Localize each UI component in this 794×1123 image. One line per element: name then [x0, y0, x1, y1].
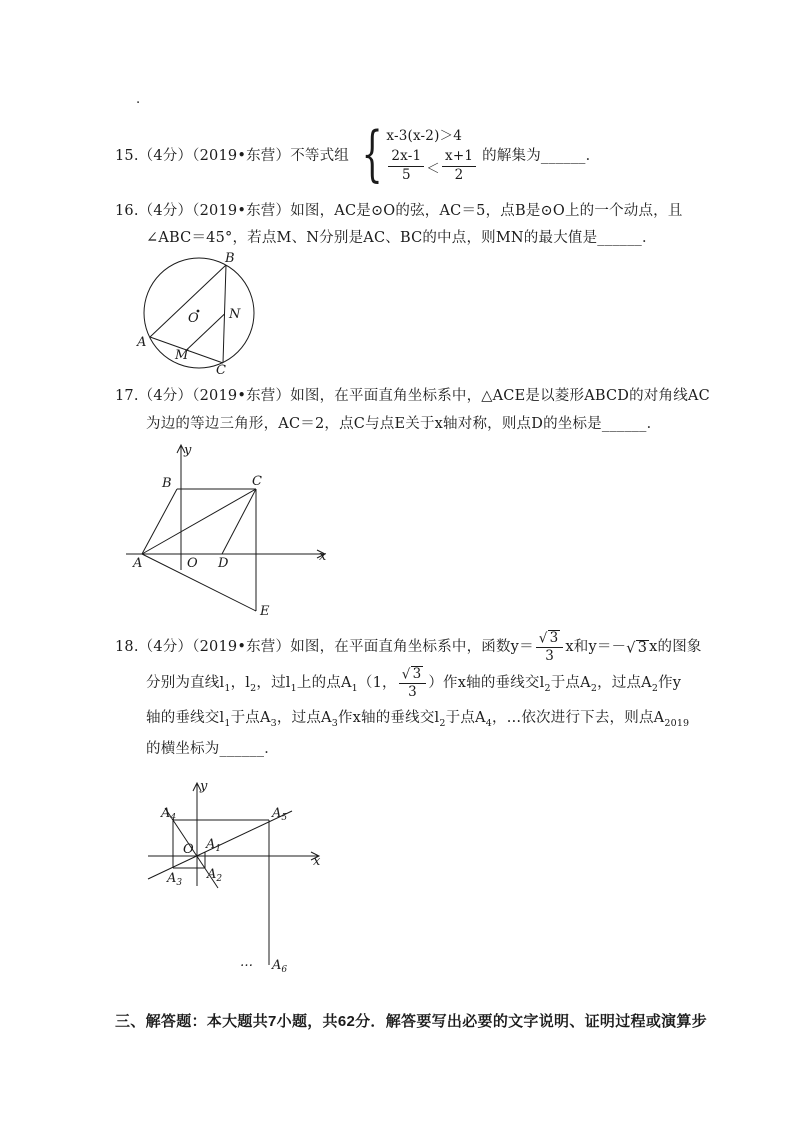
origin-label: O: [183, 842, 194, 857]
y-axis-label: y: [200, 779, 208, 794]
point-label-d: D: [218, 556, 229, 571]
q18-line-1: 18.（4分）（2019•东营）如图，在平面直角坐标系中，函数y＝ √ 3 3 x和y＝－ √ 3 x的图象: [115, 630, 702, 664]
x-axis-label: x: [319, 549, 327, 564]
q15-inequality-system: [353, 119, 478, 189]
q18-line-2: 分别为直线$l_1$，$l_2$，过$l_1$上的点$A_1(1$， √ 3 3 ）作x轴的垂线交$l_2$于点$A_2$，过点$A_2$作y: [146, 666, 682, 700]
point-label-e: E: [260, 604, 270, 619]
point-label-n: N: [229, 307, 241, 322]
y-axis-label: y: [184, 443, 192, 458]
point-label-c: C: [252, 474, 262, 489]
section-3-heading: 三、解答题：本大题共7小题，共62分．解答要写出必要的文字说明、证明过程或演算步: [115, 1013, 708, 1030]
q15-system-rows: [386, 124, 478, 183]
point-label-a5: $A_5$: [272, 806, 288, 823]
question-15: [115, 119, 601, 189]
x-axis-label: x: [313, 854, 321, 869]
point-label-b: B: [162, 476, 172, 491]
point-label-m: M: [175, 348, 189, 363]
ellipsis-label: …: [240, 955, 253, 970]
q15-suffix: 的解集为______．: [482, 147, 601, 164]
point-label-a3: $A_3$: [167, 871, 183, 888]
q15-system-brace-icon: {: [361, 119, 383, 189]
y-axis: [193, 783, 201, 886]
q17-coordinate-figure: [118, 438, 333, 628]
segment-ab: [150, 265, 226, 337]
point-label-o: O: [188, 311, 199, 326]
q18-coordinate-figure: [140, 778, 325, 978]
q18-line-3: 轴的垂线交$l_1$于点$A_3$，过点$A_3$作x轴的垂线交$l_2$于点$A_4$，…依次进行下去，则点$A_{2019}$: [146, 710, 690, 729]
q16-circle-figure: [135, 252, 265, 382]
q15-system-line-1: x-3(x-2)＞4: [386, 128, 463, 145]
point-label-a6: $A_6$: [272, 958, 288, 975]
point-label-a: A: [137, 335, 147, 350]
point-label-a1: $A_1$: [206, 837, 222, 854]
y-axis: [177, 445, 185, 570]
q15-system-line-2: $\frac{2x-1}{5}$ ＜ $\frac{x+1}{2}$: [386, 149, 478, 183]
segment-ae: [142, 554, 256, 611]
origin-label: O: [187, 556, 198, 571]
q18-line-4: 的横坐标为______．: [146, 741, 279, 757]
q16-line-1: 16.（4分）（2019•东营）如图，AC是⊙O的弦，AC＝5，点B是⊙O上的一个动点，且: [115, 203, 683, 219]
point-label-b: B: [225, 252, 235, 266]
point-label-a2: $A_2$: [207, 867, 223, 884]
q17-line-2: 为边的等边三角形，AC＝2，点C与点E关于x轴对称，则点D的坐标是______．: [146, 416, 662, 432]
q17-line-1: 17.（4分）（2019•东营）如图，在平面直角坐标系中，△ACE是以菱形ABCD的对角线AC: [115, 388, 710, 404]
point-label-a: A: [133, 556, 143, 571]
q15-prefix: 15.（4分）（2019•东营）不等式组: [115, 147, 349, 164]
q16-line-2: ∠ABC＝45°，若点M、N分别是AC、BC的中点，则MN的最大值是______．: [146, 230, 657, 246]
x-axis: [148, 852, 319, 860]
stray-dot: .: [136, 92, 141, 107]
point-label-a4: $A_4$: [161, 806, 177, 823]
point-label-c: C: [216, 363, 226, 378]
